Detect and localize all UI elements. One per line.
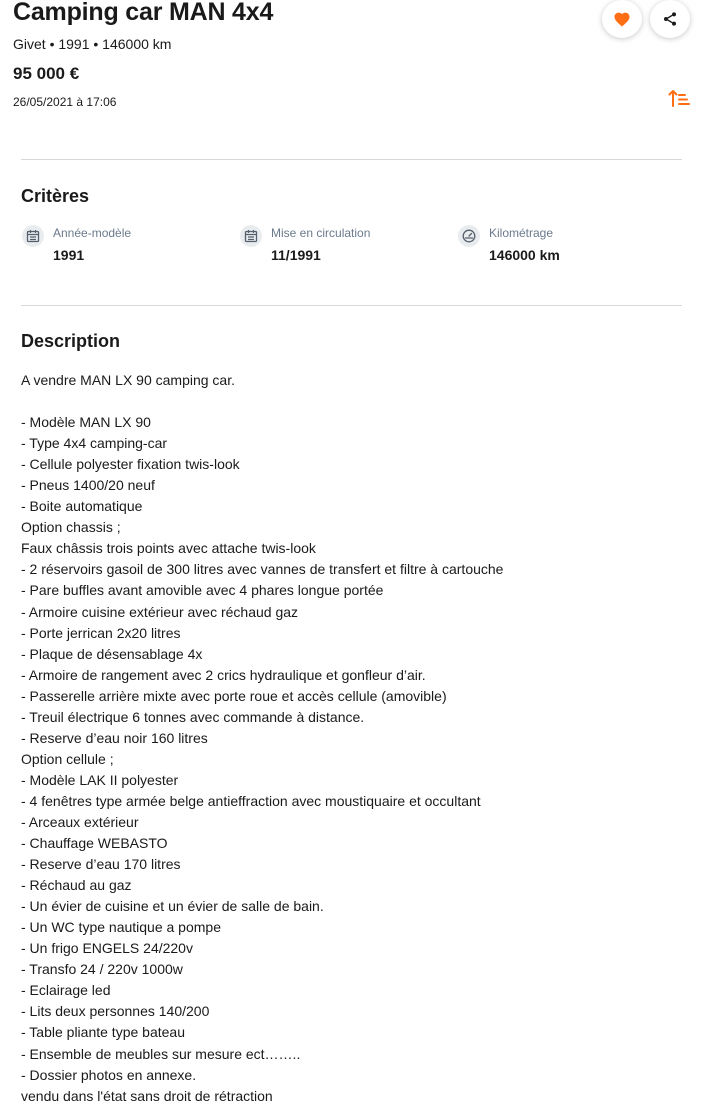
description-line: - Transfo 24 / 220v 1000w: [21, 961, 183, 978]
description-line: - Table pliante type bateau: [21, 1024, 185, 1041]
description-line: - Modèle MAN LX 90: [21, 414, 151, 431]
criteria-value: 1991: [53, 247, 85, 263]
favorite-button[interactable]: [602, 0, 642, 38]
criteria-value: 11/1991: [271, 247, 321, 263]
description-line: - Armoire cuisine extérieur avec réchaud gaz: [21, 603, 299, 620]
criteria-item-annee-modele: [22, 224, 222, 268]
description-line: - Treuil électrique 6 tonnes avec commande à distance.: [21, 708, 365, 725]
listing-title: Camping car MAN 4x4: [13, 0, 274, 26]
description-line: - Reserve d’eau noir 160 litres: [21, 729, 208, 746]
listing-date: 26/05/2021 à 17:06: [13, 95, 117, 109]
divider: [21, 305, 682, 306]
share-icon: [662, 11, 678, 27]
description-line: - Plaque de désensablage 4x: [21, 645, 203, 662]
description-line: - Porte jerrican 2x20 litres: [21, 624, 181, 641]
criteria-label: Année-modèle: [53, 226, 132, 240]
description-title: Description: [21, 331, 121, 351]
description-line: - 4 fenêtres type armée belge antieffraction avec moustiquaire et occultant: [21, 792, 481, 809]
description-line: - Chauffage WEBASTO: [21, 835, 168, 852]
description-line: - Armoire de rangement avec 2 crics hydraulique et gonfleur d’air.: [21, 666, 426, 683]
description-line: - Cellule polyester fixation twis-look: [21, 456, 240, 473]
description-line: - Un WC type nautique a pompe: [21, 919, 221, 936]
divider: [21, 159, 682, 160]
description-line: Option cellule ;: [21, 750, 114, 767]
listing-price: 95 000 €: [13, 64, 80, 83]
description-line: Option chassis ;: [21, 519, 121, 536]
criteria-item-kilometrage: [458, 224, 658, 268]
calendar-icon: [240, 225, 262, 247]
description-line: - 2 réservoirs gasoil de 300 litres avec vannes de transfert et filtre à cartouche: [21, 561, 504, 578]
calendar-icon: [22, 225, 44, 247]
description-line: - Un évier de cuisine et un évier de salle de bain.: [21, 898, 324, 915]
criteria-value: 146000 km: [489, 247, 560, 263]
heart-icon: [613, 11, 631, 27]
share-button[interactable]: [650, 0, 690, 38]
description-line: - Eclairage led: [21, 982, 111, 999]
description-line: - Arceaux extérieur: [21, 813, 139, 830]
description-line: - Passerelle arrière mixte avec porte roue et accès cellule (amovible): [21, 687, 447, 704]
description-line: - Dossier photos en annexe.: [21, 1066, 197, 1083]
listing-meta: Givet • 1991 • 146000 km: [13, 36, 172, 52]
description-line: - Un frigo ENGELS 24/220v: [21, 940, 193, 957]
description-body: [21, 370, 691, 1107]
description-line: - Pare buffles avant amovible avec 4 phares longue portée: [21, 582, 384, 599]
description-line: [21, 391, 691, 412]
odometer-icon: [458, 225, 480, 247]
description-line: - Modèle LAK II polyester: [21, 771, 179, 788]
description-line: Faux châssis trois points avec attache twis-look: [21, 540, 316, 557]
criteria-title: Critères: [21, 186, 90, 206]
description-line: vendu dans l'état sans droit de rétraction: [21, 1087, 273, 1104]
description-line: - Type 4x4 camping-car: [21, 435, 168, 452]
description-line: - Ensemble de meubles sur mesure ect……..: [21, 1045, 301, 1062]
description-line: - Pneus 1400/20 neuf: [21, 477, 155, 494]
criteria-label: Kilométrage: [489, 226, 554, 240]
description-line: - Boite automatique: [21, 498, 143, 515]
sort-ascending-icon[interactable]: [668, 88, 690, 108]
description-line: - Réchaud au gaz: [21, 877, 132, 894]
description-line: - Lits deux personnes 140/200: [21, 1003, 210, 1020]
criteria-label: Mise en circulation: [271, 226, 371, 240]
criteria-item-mise-en-circulation: [240, 224, 440, 268]
description-line: - Reserve d’eau 170 litres: [21, 856, 181, 873]
description-line: A vendre MAN LX 90 camping car.: [21, 372, 235, 388]
